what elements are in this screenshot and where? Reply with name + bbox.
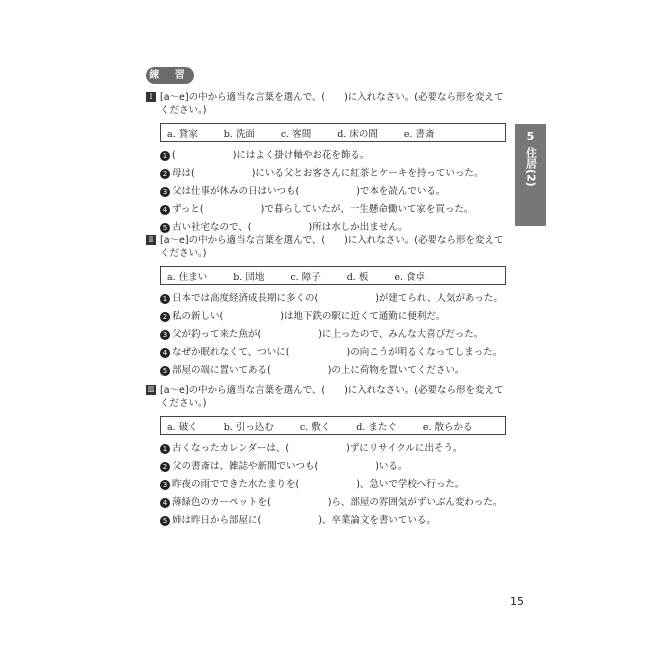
question-number: 4 <box>160 498 170 508</box>
question <box>146 308 506 326</box>
question-text: 姉は昨日から部屋に( )、卒業論文を書いている。 <box>172 515 436 526</box>
option: a. 貸家 <box>167 128 198 140</box>
section-number: Ⅰ <box>146 92 156 102</box>
question <box>146 494 506 512</box>
exercise-section <box>146 384 506 530</box>
page-number: 15 <box>510 595 524 608</box>
option: e. 散らかる <box>422 421 473 433</box>
exercise-header: 練 習 <box>146 67 194 84</box>
instruction <box>146 91 506 117</box>
question-text: 薄緑色のカーペットを( )ら、部屋の雰囲気がずいぶん変わった。 <box>172 497 503 508</box>
question-text: 古くなったカレンダーは、( )ずにリサイクルに出そう。 <box>172 443 463 454</box>
option: d. 板 <box>346 271 369 283</box>
option: b. 洗面 <box>223 128 255 140</box>
question-number: 4 <box>160 348 170 358</box>
question-text: ずっと( )で暮らしていたが、一生懸命働いて家を買った。 <box>172 204 474 215</box>
question-text: 日本では高度経済成長期に多くの( )が建てられ、人気があった。 <box>172 293 503 304</box>
question <box>146 165 506 183</box>
question <box>146 344 506 362</box>
option: b. 引っ込む <box>223 421 274 433</box>
instruction <box>146 384 506 410</box>
question-text: 私の新しい( )は地下鉄の駅に近くて通勤に便利だ。 <box>172 311 446 322</box>
options-box <box>160 266 506 285</box>
question-number: 1 <box>160 444 170 454</box>
chapter-title: 住居(2) <box>524 147 538 187</box>
instruction <box>146 234 506 260</box>
question-text: 父の書斎は、雑誌や新聞でいつも( )いる。 <box>172 461 408 472</box>
instruction-text: [a～e]の中から適当な言葉を選んで、( )に入れなさい。(必要なら形を変えてください。) <box>160 92 504 116</box>
question-number: 5 <box>160 366 170 376</box>
option: b. 団地 <box>233 271 265 283</box>
question <box>146 476 506 494</box>
question-number: 5 <box>160 516 170 526</box>
question-number: 1 <box>160 294 170 304</box>
question-number: 3 <box>160 187 170 197</box>
question-number: 5 <box>160 223 170 233</box>
option: a. 住まい <box>167 271 208 283</box>
option: e. 書斎 <box>403 128 435 140</box>
question-number: 3 <box>160 330 170 340</box>
exercise-section <box>146 91 506 237</box>
question <box>146 201 506 219</box>
question <box>146 183 506 201</box>
instruction-text: [a～e]の中から適当な言葉を選んで、( )に入れなさい。(必要なら形を変えてください。) <box>160 235 504 259</box>
options-box <box>160 416 506 435</box>
question-number: 1 <box>160 151 170 161</box>
option: e. 食卓 <box>394 271 426 283</box>
chapter-tab <box>515 124 546 226</box>
question-number: 3 <box>160 480 170 490</box>
option: a. 破く <box>167 421 198 433</box>
option: d. 床の間 <box>337 128 378 140</box>
question-text: 古い社宅なので、( )所は水しか出ません。 <box>172 222 408 233</box>
question-number: 2 <box>160 312 170 322</box>
question <box>146 512 506 530</box>
question <box>146 458 506 476</box>
exercise-section <box>146 234 506 380</box>
option: c. 客間 <box>280 128 312 140</box>
section-number: Ⅱ <box>146 235 156 245</box>
options-box <box>160 123 506 142</box>
question-text: 父は仕事が休みの日はいつも( )で本を読んでいる。 <box>172 186 446 197</box>
section-number: Ⅲ <box>147 386 155 394</box>
option: c. 障子 <box>290 271 321 283</box>
question <box>146 290 506 308</box>
question-text: 部屋の端に置いてある( )の上に荷物を置いてください。 <box>172 365 465 376</box>
question-text: 父が釣って来た魚が( )に上ったので、みんな大喜びだった。 <box>172 329 484 340</box>
question <box>146 362 506 380</box>
option: c. 敷く <box>299 421 331 433</box>
question-number: 2 <box>160 169 170 179</box>
chapter-number: 5 <box>526 130 535 143</box>
question-text: 母は( )にいる父とお客さんに紅茶とケーキを持っていった。 <box>172 168 484 179</box>
question <box>146 440 506 458</box>
question-number: 4 <box>160 205 170 215</box>
instruction-text: [a～e]の中から適当な言葉を選んで、( )に入れなさい。(必要なら形を変えてください。) <box>160 385 504 409</box>
question-number: 2 <box>160 462 170 472</box>
question-text: なぜか眠れなくて、ついに( )の向こうが明るくなってしまった。 <box>172 347 503 358</box>
question <box>146 326 506 344</box>
question-text: 昨夜の雨でできた水たまりを( )、急いで学校へ行った。 <box>172 479 465 490</box>
question-text: ( )にはよく掛け軸やお花を飾る。 <box>172 150 370 161</box>
question <box>146 147 506 165</box>
option: d. またぐ <box>356 421 397 433</box>
